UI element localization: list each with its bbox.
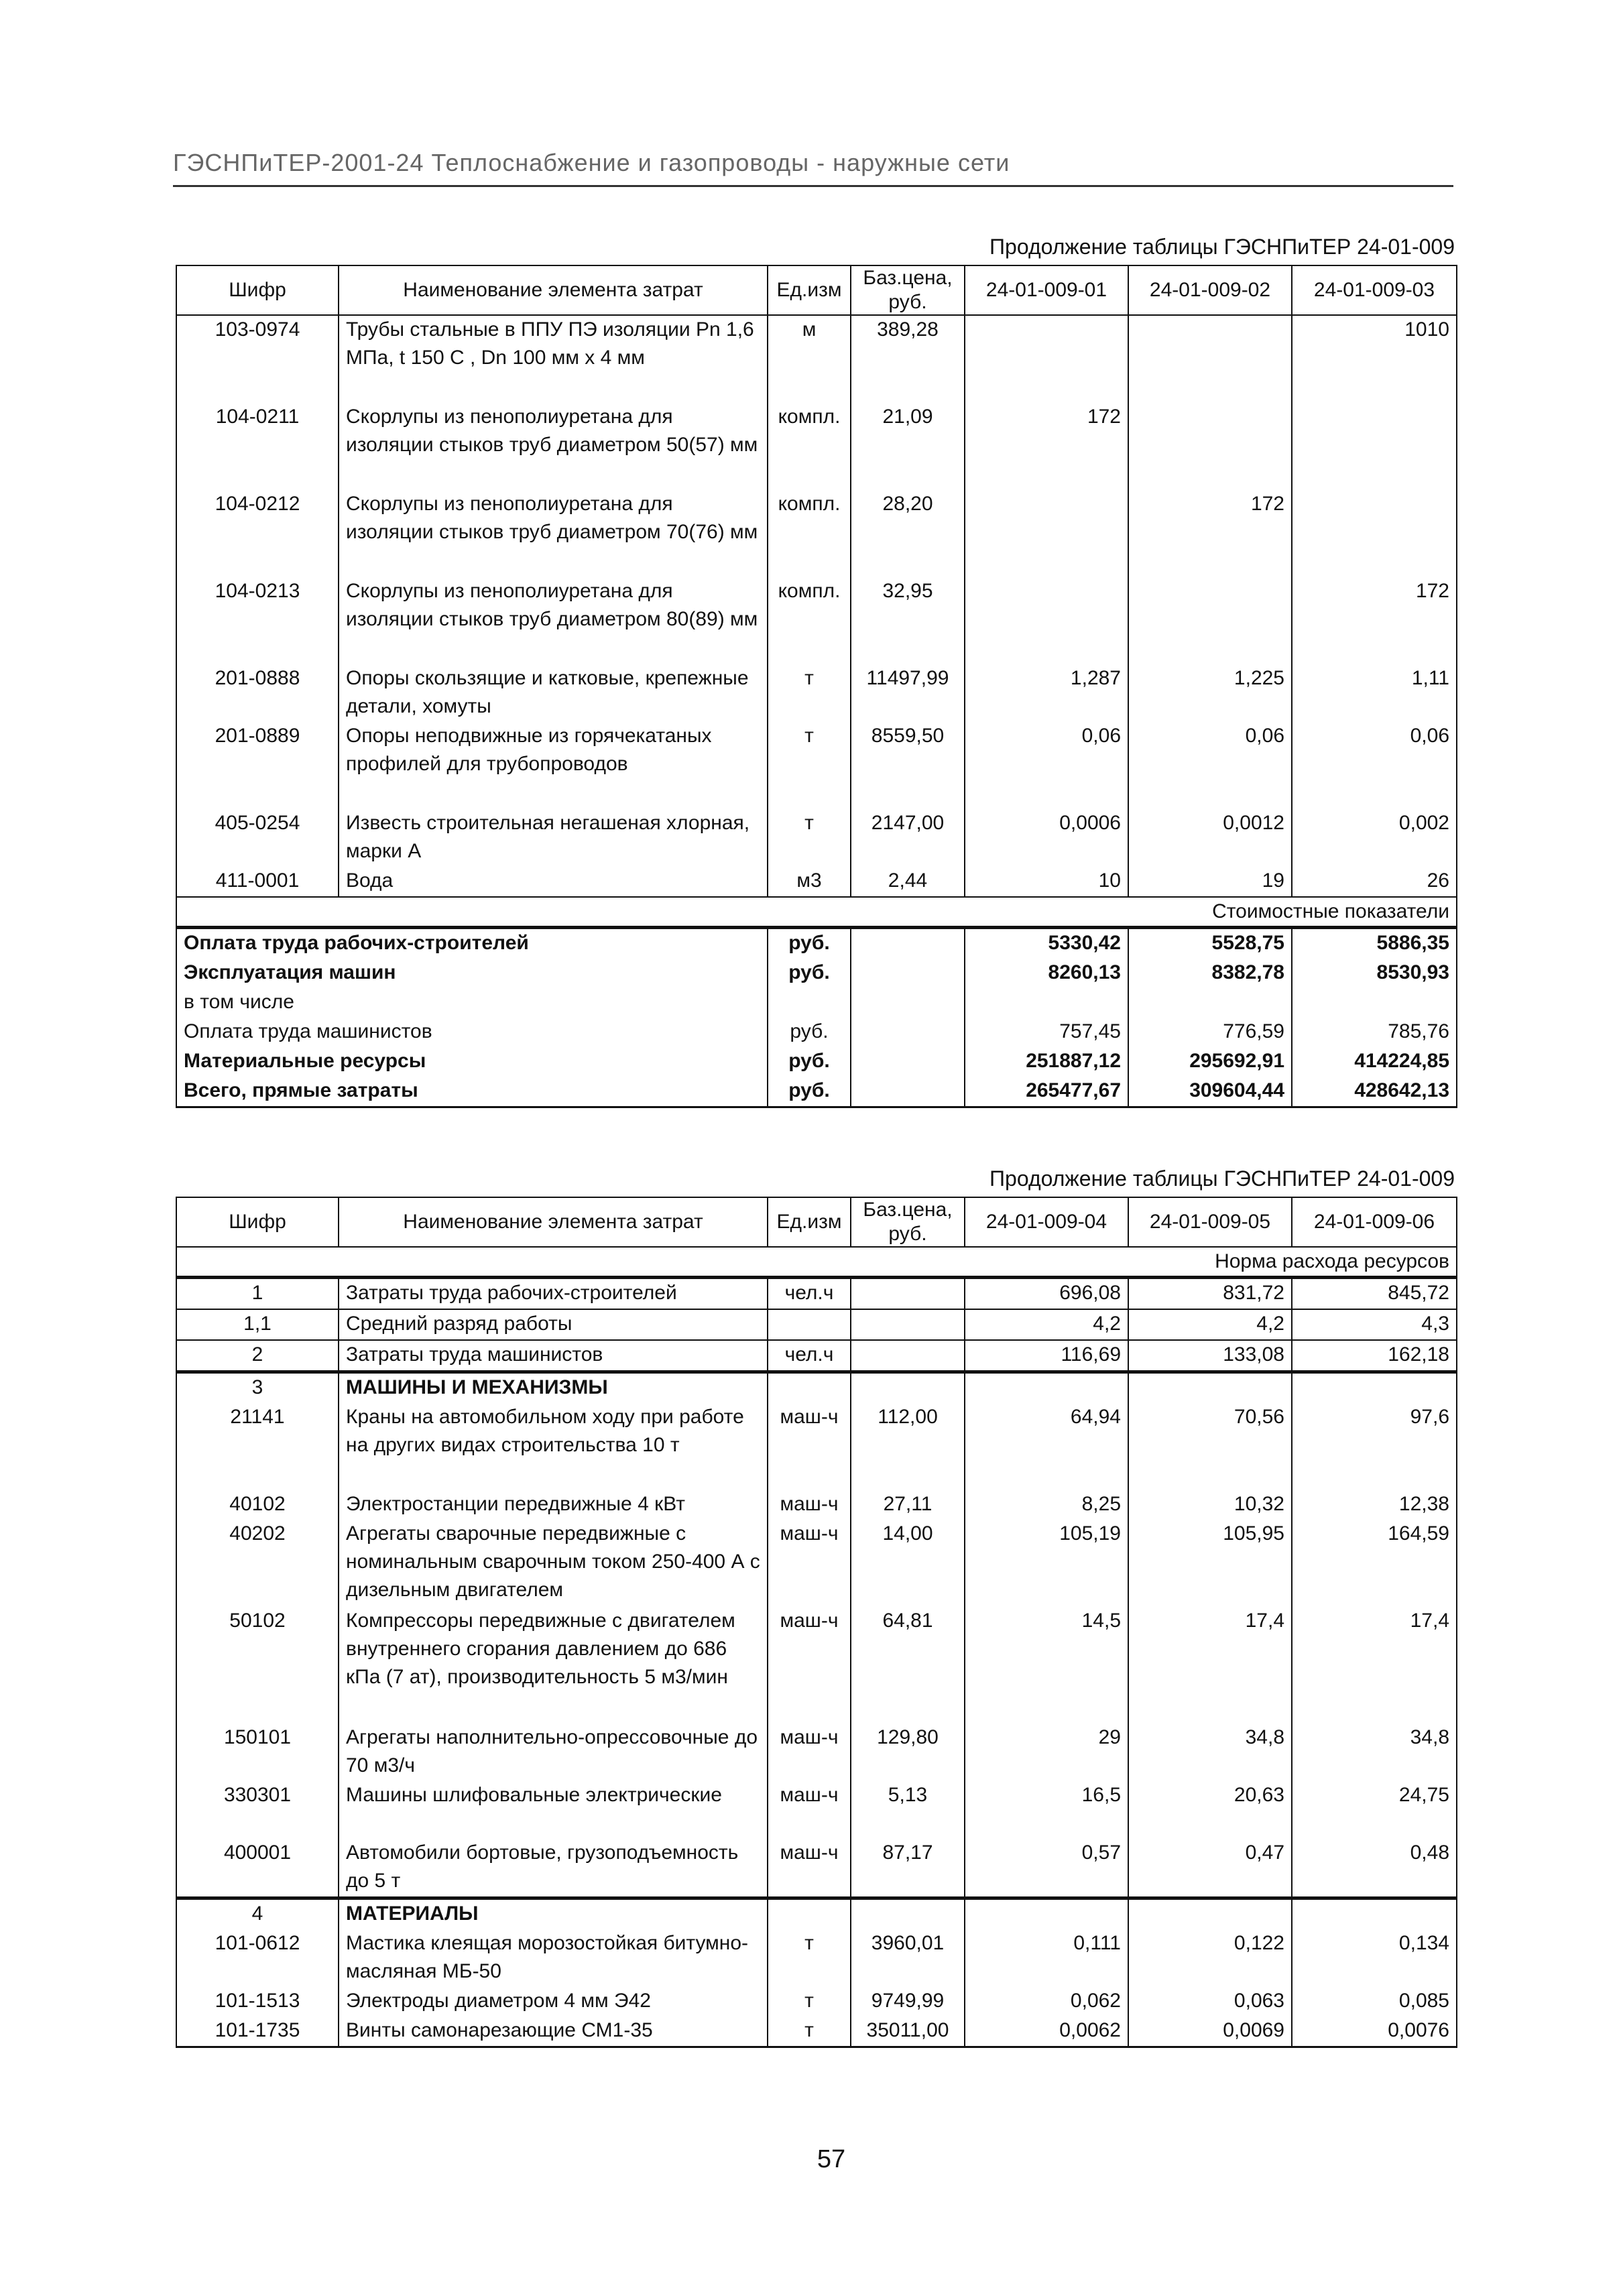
- table-cell: [768, 1898, 851, 1930]
- table-cell: 2147,00: [851, 809, 965, 867]
- table-cell: 0,062: [965, 1987, 1128, 2016]
- table-cell: 0,06: [1292, 722, 1457, 809]
- table-cell: Машины шлифовальные электрические: [339, 1781, 768, 1839]
- cost-cell: 251887,12: [965, 1047, 1128, 1077]
- table-cell: 411-0001: [176, 867, 339, 897]
- table-cell: 21,09: [851, 403, 965, 490]
- table-cell: Автомобили бортовые, грузоподъемность до 5 т: [339, 1839, 768, 1898]
- column-header: 24-01-009-04: [965, 1197, 1128, 1247]
- table-cell: [1292, 403, 1457, 490]
- table-cell: 8559,50: [851, 722, 965, 809]
- table-cell: Винты самонарезающие СМ1-35: [339, 2016, 768, 2047]
- table-cell: 3960,01: [851, 1929, 965, 1987]
- table-cell: чел.ч: [768, 1340, 851, 1372]
- table-cell: [1292, 1372, 1457, 1404]
- cost-row: [176, 988, 1457, 1018]
- cost-row: [176, 1018, 1457, 1047]
- table-cell: 0,134: [1292, 1929, 1457, 1987]
- table-row: [176, 577, 1457, 664]
- table-cell: 150101: [176, 1724, 339, 1781]
- table-cell: 172: [1292, 577, 1457, 664]
- table-cell: 0,002: [1292, 809, 1457, 867]
- table-cell: МАТЕРИАЛЫ: [339, 1898, 768, 1930]
- cost-label: Оплата труда рабочих-строителей: [176, 928, 768, 959]
- table-cell: 103-0974: [176, 315, 339, 403]
- table-cell: 162,18: [1292, 1340, 1457, 1372]
- table-cell: 101-1513: [176, 1987, 339, 2016]
- table-row: [176, 1403, 1457, 1490]
- column-header: Ед.изм: [768, 1197, 851, 1247]
- table-cell: чел.ч: [768, 1278, 851, 1310]
- table-cell: [1128, 315, 1292, 403]
- cost-label: Всего, прямые затраты: [176, 1077, 768, 1107]
- table-cell: Трубы стальные в ППУ ПЭ изоляции Рn 1,6 МПа, t 150 С , Dn 100 мм х 4 мм: [339, 315, 768, 403]
- column-header: Ед.изм: [768, 265, 851, 315]
- table-cell: 1,1: [176, 1309, 339, 1340]
- table-cell: 5,13: [851, 1781, 965, 1839]
- table-cell: 14,00: [851, 1520, 965, 1607]
- cost-cell: 5886,35: [1292, 928, 1457, 959]
- table-cell: МАШИНЫ И МЕХАНИЗМЫ: [339, 1372, 768, 1404]
- cost-cell: 295692,91: [1128, 1047, 1292, 1077]
- table-cell: 19: [1128, 867, 1292, 897]
- table-row: [176, 1278, 1457, 1310]
- table-row: [176, 1898, 1457, 1930]
- table-cell: [965, 490, 1128, 577]
- table-cell: м: [768, 315, 851, 403]
- table2-caption: Продолжение таблицы ГЭСНПиТЕР 24-01-009: [989, 1166, 1455, 1191]
- table-cell: 35011,00: [851, 2016, 965, 2047]
- table-cell: т: [768, 1987, 851, 2016]
- table-row: [176, 2016, 1457, 2047]
- table-row: [176, 403, 1457, 490]
- table-cell: [1292, 1898, 1457, 1930]
- table-cell: маш-ч: [768, 1724, 851, 1781]
- table-cell: Агрегаты сварочные передвижные с номинальным сварочным током 250-400 А с дизельным двигателем: [339, 1520, 768, 1607]
- table-cell: т: [768, 1929, 851, 1987]
- cost-cell: руб.: [768, 1047, 851, 1077]
- cost-cell: [851, 1047, 965, 1077]
- table-cell: 10,32: [1128, 1490, 1292, 1520]
- cost-label: Материальные ресурсы: [176, 1047, 768, 1077]
- page-number: 57: [817, 2145, 846, 2173]
- table-cell: Опоры неподвижные из горячекатаных профилей для трубопроводов: [339, 722, 768, 809]
- table-row: [176, 1724, 1457, 1781]
- table-cell: 0,0076: [1292, 2016, 1457, 2047]
- table-cell: 27,11: [851, 1490, 965, 1520]
- section-row: [176, 897, 1457, 928]
- cost-cell: 5528,75: [1128, 928, 1292, 959]
- column-header: Наименование элемента затрат: [339, 265, 768, 315]
- table-cell: Электроды диаметром 4 мм Э42: [339, 1987, 768, 2016]
- table-cell: 1010: [1292, 315, 1457, 403]
- table-cell: 104-0211: [176, 403, 339, 490]
- table-cell: 9749,99: [851, 1987, 965, 2016]
- table-cell: 0,0062: [965, 2016, 1128, 2047]
- column-header: 24-01-009-01: [965, 265, 1128, 315]
- table-row: [176, 1781, 1457, 1839]
- table-cell: Средний разряд работы: [339, 1309, 768, 1340]
- cost-cell: [768, 988, 851, 1018]
- table-cell: 201-0888: [176, 664, 339, 722]
- table-row: [176, 490, 1457, 577]
- table-cell: [851, 1372, 965, 1404]
- cost-cell: руб.: [768, 959, 851, 988]
- cost-label: Оплата труда машинистов: [176, 1018, 768, 1047]
- header-row: [176, 265, 1457, 315]
- table-cell: [965, 315, 1128, 403]
- table-cell: [1128, 577, 1292, 664]
- table-row: [176, 1520, 1457, 1607]
- table-cell: Известь строительная негашеная хлорная, марки А: [339, 809, 768, 867]
- page-header: ГЭСНПиТЕР-2001-24 Теплоснабжение и газопроводы - наружные сети: [173, 149, 1010, 176]
- table-cell: 172: [965, 403, 1128, 490]
- cost-cell: 414224,85: [1292, 1047, 1457, 1077]
- table-cell: 105,19: [965, 1520, 1128, 1607]
- cost-cell: [851, 988, 965, 1018]
- table-cell: 400001: [176, 1839, 339, 1898]
- cost-cell: руб.: [768, 1018, 851, 1047]
- cost-cell: руб.: [768, 928, 851, 959]
- table-cell: м3: [768, 867, 851, 897]
- table-cell: 1,287: [965, 664, 1128, 722]
- table-cell: [1128, 403, 1292, 490]
- cost-row: [176, 1047, 1457, 1077]
- table-cell: 8,25: [965, 1490, 1128, 1520]
- cost-label: Эксплуатация машин: [176, 959, 768, 988]
- table-row: [176, 315, 1457, 403]
- table-cell: маш-ч: [768, 1839, 851, 1898]
- resource-table-2: [176, 1197, 1457, 2048]
- table-row: [176, 809, 1457, 867]
- table-cell: 3: [176, 1372, 339, 1404]
- table-cell: 64,81: [851, 1607, 965, 1724]
- table-cell: 0,111: [965, 1929, 1128, 1987]
- table-cell: Затраты труда машинистов: [339, 1340, 768, 1372]
- table-cell: [965, 577, 1128, 664]
- resource-table-1: [176, 265, 1457, 1108]
- table-cell: 87,17: [851, 1839, 965, 1898]
- table-cell: 101-1735: [176, 2016, 339, 2047]
- column-header: 24-01-009-02: [1128, 265, 1292, 315]
- table-cell: 50102: [176, 1607, 339, 1724]
- table-cell: 34,8: [1128, 1724, 1292, 1781]
- table-cell: 16,5: [965, 1781, 1128, 1839]
- table-cell: 40202: [176, 1520, 339, 1607]
- cost-cell: 5330,42: [965, 928, 1128, 959]
- table-cell: [768, 1372, 851, 1404]
- table-cell: маш-ч: [768, 1607, 851, 1724]
- table-row: [176, 1340, 1457, 1372]
- table-row: [176, 867, 1457, 897]
- table-row: [176, 1607, 1457, 1724]
- table-cell: 97,6: [1292, 1403, 1457, 1490]
- table-cell: 389,28: [851, 315, 965, 403]
- table-row: [176, 1309, 1457, 1340]
- table-row: [176, 1839, 1457, 1898]
- column-header: Шифр: [176, 1197, 339, 1247]
- table-cell: 0,0069: [1128, 2016, 1292, 2047]
- table-cell: 1,225: [1128, 664, 1292, 722]
- cost-cell: руб.: [768, 1077, 851, 1107]
- table-cell: 0,0012: [1128, 809, 1292, 867]
- table-cell: Опоры скользящие и катковые, крепежные детали, хомуты: [339, 664, 768, 722]
- table-cell: [851, 1309, 965, 1340]
- column-header: 24-01-009-05: [1128, 1197, 1292, 1247]
- table-cell: 17,4: [1128, 1607, 1292, 1724]
- table-cell: 1: [176, 1278, 339, 1310]
- table-cell: 0,57: [965, 1839, 1128, 1898]
- table-cell: 4,2: [1128, 1309, 1292, 1340]
- table-cell: Скорлупы из пенополиуретана для изоляции стыков труб диаметром 50(57) мм: [339, 403, 768, 490]
- cost-cell: 8260,13: [965, 959, 1128, 988]
- table-cell: 12,38: [1292, 1490, 1457, 1520]
- table-row: [176, 1987, 1457, 2016]
- table-cell: т: [768, 722, 851, 809]
- cost-cell: 776,59: [1128, 1018, 1292, 1047]
- table-cell: Краны на автомобильном ходу при работе на других видах строительства 10 т: [339, 1403, 768, 1490]
- table-cell: 104-0213: [176, 577, 339, 664]
- cost-cell: 8530,93: [1292, 959, 1457, 988]
- table-cell: 0,063: [1128, 1987, 1292, 2016]
- table-cell: 405-0254: [176, 809, 339, 867]
- table-cell: 172: [1128, 490, 1292, 577]
- table-row: [176, 722, 1457, 809]
- header-row: [176, 1197, 1457, 1247]
- table-cell: 0,0006: [965, 809, 1128, 867]
- table-cell: компл.: [768, 490, 851, 577]
- table-cell: маш-ч: [768, 1490, 851, 1520]
- table-cell: 0,122: [1128, 1929, 1292, 1987]
- table-cell: маш-ч: [768, 1781, 851, 1839]
- table-cell: 133,08: [1128, 1340, 1292, 1372]
- table-cell: [768, 1309, 851, 1340]
- table-cell: 201-0889: [176, 722, 339, 809]
- section-label: Стоимостные показатели: [176, 897, 1457, 928]
- table-cell: т: [768, 809, 851, 867]
- column-header: 24-01-009-06: [1292, 1197, 1457, 1247]
- table-cell: [1292, 490, 1457, 577]
- cost-row: [176, 1077, 1457, 1107]
- table-cell: 10: [965, 867, 1128, 897]
- table-cell: Мастика клеящая морозостойкая битумно-масляная МБ-50: [339, 1929, 768, 1987]
- cost-cell: [851, 928, 965, 959]
- table-cell: 4,2: [965, 1309, 1128, 1340]
- column-header: Шифр: [176, 265, 339, 315]
- table-cell: 2,44: [851, 867, 965, 897]
- table-cell: 40102: [176, 1490, 339, 1520]
- table-cell: т: [768, 664, 851, 722]
- header-rule: [173, 185, 1453, 187]
- table-cell: 70,56: [1128, 1403, 1292, 1490]
- table-cell: 104-0212: [176, 490, 339, 577]
- column-header: Баз.цена, руб.: [851, 265, 965, 315]
- table-cell: 34,8: [1292, 1724, 1457, 1781]
- table-cell: [965, 1898, 1128, 1930]
- table-cell: Компрессоры передвижные с двигателем внутреннего сгорания давлением до 686 кПа (7 ат), производительность 5 м3/мин: [339, 1607, 768, 1724]
- column-header: 24-01-009-03: [1292, 265, 1457, 315]
- table-cell: 831,72: [1128, 1278, 1292, 1310]
- table-cell: 20,63: [1128, 1781, 1292, 1839]
- cost-cell: [965, 988, 1128, 1018]
- table-cell: 14,5: [965, 1607, 1128, 1724]
- cost-cell: [851, 959, 965, 988]
- table-cell: [851, 1898, 965, 1930]
- cost-cell: 8382,78: [1128, 959, 1292, 988]
- table-cell: 28,20: [851, 490, 965, 577]
- table-cell: 1,11: [1292, 664, 1457, 722]
- table1-caption: Продолжение таблицы ГЭСНПиТЕР 24-01-009: [989, 235, 1455, 259]
- table-cell: 29: [965, 1724, 1128, 1781]
- column-header: Наименование элемента затрат: [339, 1197, 768, 1247]
- table-cell: Скорлупы из пенополиуретана для изоляции стыков труб диаметром 80(89) мм: [339, 577, 768, 664]
- cost-cell: [1292, 988, 1457, 1018]
- table-cell: 845,72: [1292, 1278, 1457, 1310]
- table-cell: 2: [176, 1340, 339, 1372]
- table-cell: 4: [176, 1898, 339, 1930]
- column-header: Баз.цена, руб.: [851, 1197, 965, 1247]
- table-cell: Скорлупы из пенополиуретана для изоляции стыков труб диаметром 70(76) мм: [339, 490, 768, 577]
- cost-cell: [851, 1018, 965, 1047]
- table-cell: 105,95: [1128, 1520, 1292, 1607]
- table-cell: 330301: [176, 1781, 339, 1839]
- table-cell: [1128, 1372, 1292, 1404]
- table-cell: 0,48: [1292, 1839, 1457, 1898]
- table-cell: т: [768, 2016, 851, 2047]
- table-cell: [851, 1278, 965, 1310]
- table-row: [176, 1490, 1457, 1520]
- cost-cell: [851, 1077, 965, 1107]
- table-cell: Затраты труда рабочих-строителей: [339, 1278, 768, 1310]
- table-row: [176, 1372, 1457, 1404]
- table-cell: [965, 1372, 1128, 1404]
- cost-cell: 757,45: [965, 1018, 1128, 1047]
- table-cell: 129,80: [851, 1724, 965, 1781]
- table-cell: 11497,99: [851, 664, 965, 722]
- cost-label: в том числе: [176, 988, 768, 1018]
- table-cell: маш-ч: [768, 1520, 851, 1607]
- cost-cell: 309604,44: [1128, 1077, 1292, 1107]
- table-cell: 4,3: [1292, 1309, 1457, 1340]
- table-cell: 116,69: [965, 1340, 1128, 1372]
- section-label: Норма расхода ресурсов: [176, 1247, 1457, 1278]
- section-row: [176, 1247, 1457, 1278]
- table-cell: Агрегаты наполнительно-опрессовочные до 70 м3/ч: [339, 1724, 768, 1781]
- table-cell: компл.: [768, 403, 851, 490]
- table-cell: 0,085: [1292, 1987, 1457, 2016]
- table-cell: 0,47: [1128, 1839, 1292, 1898]
- cost-cell: [1128, 988, 1292, 1018]
- table-cell: 21141: [176, 1403, 339, 1490]
- cost-cell: 265477,67: [965, 1077, 1128, 1107]
- table-cell: 32,95: [851, 577, 965, 664]
- cost-row: [176, 959, 1457, 988]
- table-cell: Вода: [339, 867, 768, 897]
- table-cell: 696,08: [965, 1278, 1128, 1310]
- table-cell: компл.: [768, 577, 851, 664]
- table-cell: 64,94: [965, 1403, 1128, 1490]
- table-cell: 101-0612: [176, 1929, 339, 1987]
- table-cell: Электростанции передвижные 4 кВт: [339, 1490, 768, 1520]
- table-cell: 0,06: [965, 722, 1128, 809]
- table-cell: 17,4: [1292, 1607, 1457, 1724]
- table-cell: 164,59: [1292, 1520, 1457, 1607]
- table-cell: [851, 1340, 965, 1372]
- table-cell: 112,00: [851, 1403, 965, 1490]
- table-row: [176, 664, 1457, 722]
- cost-cell: 785,76: [1292, 1018, 1457, 1047]
- table-cell: маш-ч: [768, 1403, 851, 1490]
- table-cell: 0,06: [1128, 722, 1292, 809]
- cost-cell: 428642,13: [1292, 1077, 1457, 1107]
- table-row: [176, 1929, 1457, 1987]
- table-cell: 26: [1292, 867, 1457, 897]
- table-cell: [1128, 1898, 1292, 1930]
- table-cell: 24,75: [1292, 1781, 1457, 1839]
- cost-row: [176, 928, 1457, 959]
